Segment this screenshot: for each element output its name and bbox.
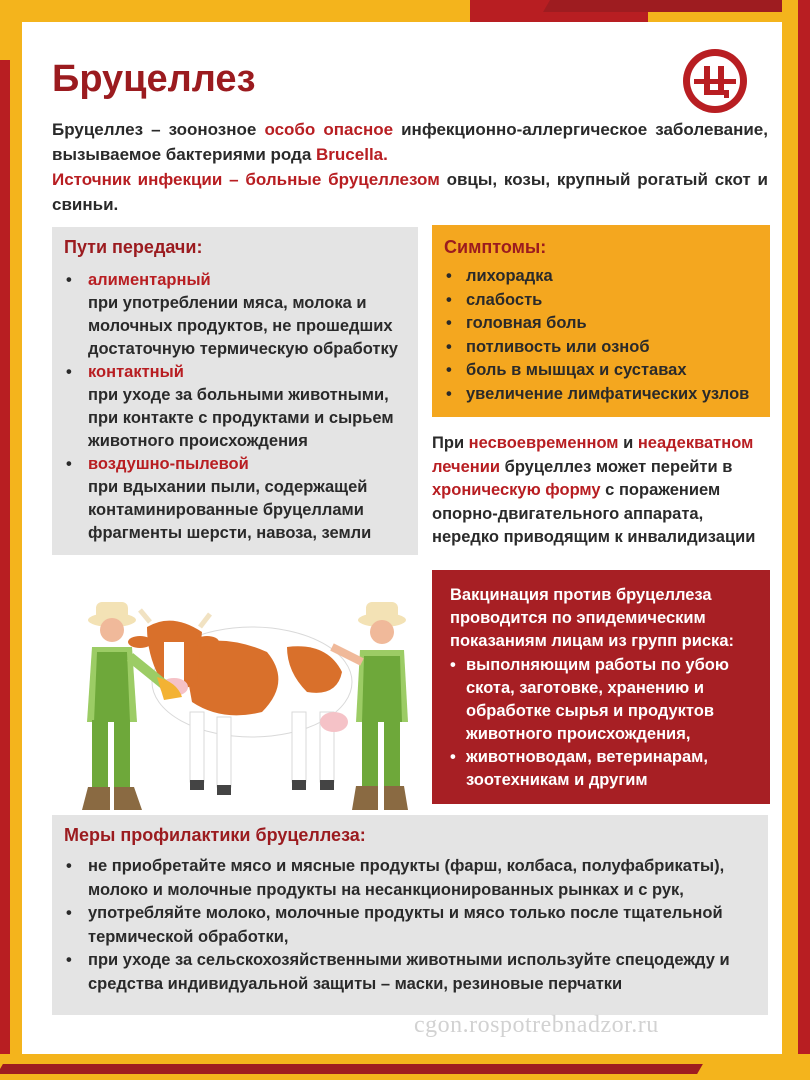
- list-item: • при уходе за сельскохозяйственными животными используйте спецодежду и средства индивидуальной защиты – маски, резиновые перчатки: [66, 951, 730, 993]
- frame-top: [0, 0, 810, 22]
- farmer-right-icon: [332, 602, 408, 810]
- intro-source: Источник инфекции – больные бруцеллезом овцы, козы, крупный рогатый скот и свиньи.: [52, 170, 768, 214]
- poster-sheet: [22, 22, 782, 1054]
- list-item: • алиментарный при употреблении мяса, молока и молочных продуктов, не прошедших достаточную термическую обработку: [66, 271, 398, 358]
- list-item: • слабость: [444, 289, 749, 313]
- list-item: • воздушно-пылевой при вдыхании пыли, содержащей контаминированные бруцеллами фрагменты шерсти, навоза, земли: [66, 455, 372, 542]
- bullet-icon: •: [66, 951, 72, 969]
- vaccination-list: [450, 654, 766, 792]
- list-item: • боль в мышцах и суставах: [444, 359, 749, 383]
- bullet-icon: •: [66, 455, 72, 473]
- farmers-cow-illustration: [52, 572, 424, 822]
- vaccination-box: [432, 570, 770, 804]
- symptoms-list: [444, 265, 749, 406]
- list-item: • животноводам, ветеринарам, зоотехникам и другим: [450, 748, 708, 789]
- transmission-heading: Пути передачи:: [64, 237, 203, 257]
- bullet-icon: •: [450, 656, 456, 674]
- frame-bottom: [0, 1054, 810, 1080]
- bullet-icon: •: [450, 748, 456, 766]
- watermark-url: cgon.rospotrebnadzor.ru: [414, 1012, 659, 1038]
- list-item: • не приобретайте мясо и мясные продукты (фарш, колбаса, полуфабрикаты), молоко и молочные продукты на несанкционированных рынках и с рук,: [66, 857, 725, 899]
- bullet-icon: •: [446, 361, 452, 379]
- cow-icon: [128, 610, 352, 795]
- symptoms-box: [432, 225, 770, 417]
- transmission-box: [52, 227, 418, 555]
- symptoms-heading: Симптомы:: [444, 237, 547, 257]
- bullet-icon: •: [66, 904, 72, 922]
- highlight-dangerous: особо опасное: [264, 120, 394, 139]
- intro-definition: Бруцеллез – зоонозное особо опасное инфекционно-аллергическое заболевание, вызываемое бактериями рода Brucella.: [52, 120, 768, 164]
- list-item: • потливость или озноб: [444, 336, 749, 360]
- vaccination-intro: Вакцинация против бруцеллеза проводится по эпидемическим показаниям лицам из групп риска:: [450, 586, 734, 650]
- highlight-brucella: Brucella.: [316, 145, 388, 164]
- prevention-heading: Меры профилактики бруцеллеза:: [64, 825, 366, 845]
- frame-left: [0, 0, 22, 1080]
- list-item: • лихорадка: [444, 265, 749, 289]
- bullet-icon: •: [66, 857, 72, 875]
- page-title: Бруцеллез: [52, 58, 256, 100]
- prevention-box: [52, 815, 768, 1015]
- transmission-list: [64, 269, 412, 545]
- list-item: • выполняющим работы по убою скота, заготовке, хранению и обработке сырья и продуктов животного происхождения,: [450, 656, 729, 743]
- list-item: • контактный при уходе за больными животными, при контакте с продуктами и сырьем животного происхождения: [66, 363, 394, 450]
- bullet-icon: •: [446, 314, 452, 332]
- chronic-warning-text: При несвоевременном и неадекватном лечении бруцеллез может перейти в хроническую форму с поражением опорно-двигательного аппарата, нередко приводящим к инвалидизации: [432, 434, 756, 546]
- bullet-icon: •: [446, 290, 452, 309]
- list-item: • головная боль: [444, 312, 749, 336]
- cgon-logo-icon: [680, 46, 750, 116]
- intro-text: [52, 117, 768, 217]
- frame-right: [782, 0, 810, 1080]
- bullet-icon: •: [66, 271, 72, 289]
- list-item: • увеличение лимфатических узлов: [444, 383, 749, 407]
- bullet-icon: •: [446, 267, 452, 285]
- bullet-icon: •: [446, 384, 452, 403]
- list-item: • употребляйте молоко, молочные продукты и мясо только после тщательной термической обработки,: [66, 904, 723, 946]
- bullet-icon: •: [446, 337, 452, 356]
- prevention-list: [64, 855, 764, 996]
- highlight-source: Источник инфекции – больные бруцеллезом: [52, 170, 440, 189]
- bullet-icon: •: [66, 363, 72, 381]
